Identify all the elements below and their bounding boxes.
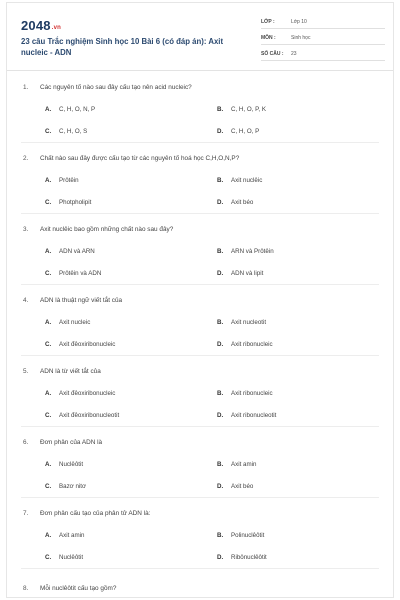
option-d[interactable] bbox=[217, 128, 259, 135]
meta-key: LỚP : bbox=[261, 18, 275, 25]
option-text: Axit nucleotit bbox=[231, 319, 267, 326]
option-letter: A. bbox=[45, 319, 52, 326]
site-logo[interactable] bbox=[21, 18, 61, 33]
option-b[interactable] bbox=[217, 248, 274, 255]
question-text: ADN là từ viết tắt của bbox=[40, 368, 101, 375]
meta-row-count bbox=[261, 47, 385, 61]
question-stem bbox=[23, 297, 122, 304]
question-divider bbox=[21, 497, 379, 498]
option-letter: B. bbox=[217, 532, 224, 539]
option-letter: B. bbox=[217, 106, 224, 113]
option-text: ADN và lipit bbox=[231, 270, 264, 277]
option-text: Nuclêôtit bbox=[59, 461, 84, 468]
question-stem bbox=[23, 510, 150, 517]
option-letter: D. bbox=[217, 199, 224, 206]
option-c[interactable] bbox=[45, 412, 119, 419]
option-text: Axit nucleic bbox=[59, 319, 91, 326]
option-d[interactable] bbox=[217, 341, 273, 348]
option-a[interactable] bbox=[45, 248, 95, 255]
option-letter: B. bbox=[217, 248, 224, 255]
option-text: Axit ribonucleic bbox=[231, 341, 273, 348]
question-divider bbox=[21, 426, 379, 427]
option-text: Axit đêoxiribonucleotit bbox=[59, 412, 120, 419]
option-b[interactable] bbox=[217, 106, 266, 113]
option-d[interactable] bbox=[217, 270, 263, 277]
option-c[interactable] bbox=[45, 554, 83, 561]
question-stem bbox=[23, 155, 239, 162]
question-text: Mỗi nuclêôtit cấu tạo gồm? bbox=[40, 585, 117, 592]
option-letter: A. bbox=[45, 461, 52, 468]
meta-value: Lớp 10 bbox=[291, 18, 307, 25]
option-letter: D. bbox=[217, 270, 224, 277]
option-a[interactable] bbox=[45, 319, 90, 326]
option-text: C, H, O, P, K bbox=[231, 106, 266, 113]
worksheet-header bbox=[7, 3, 393, 71]
option-text: Axit béo bbox=[231, 199, 254, 206]
document-title: 23 câu Trắc nghiệm Sinh học 10 Bài 6 (có đáp án): Axit nucleic - ADN bbox=[21, 37, 224, 57]
meta-key: MÔN : bbox=[261, 34, 276, 41]
option-letter: D. bbox=[217, 412, 224, 419]
question-number: 8. bbox=[23, 585, 29, 592]
option-c[interactable] bbox=[45, 199, 91, 206]
option-letter: C. bbox=[45, 270, 52, 277]
question-number: 5. bbox=[23, 368, 29, 375]
option-d[interactable] bbox=[217, 554, 267, 561]
option-a[interactable] bbox=[45, 461, 83, 468]
option-c[interactable] bbox=[45, 128, 87, 135]
option-letter: D. bbox=[217, 341, 224, 348]
question-number: 3. bbox=[23, 226, 29, 233]
option-letter: A. bbox=[45, 248, 52, 255]
option-d[interactable] bbox=[217, 412, 276, 419]
option-b[interactable] bbox=[217, 177, 262, 184]
option-letter: B. bbox=[217, 319, 224, 326]
question-number: 6. bbox=[23, 439, 29, 446]
meta-table bbox=[261, 15, 385, 63]
option-c[interactable] bbox=[45, 341, 115, 348]
question-divider bbox=[21, 355, 379, 356]
option-text: Axit đêoxiribonucleic bbox=[59, 390, 116, 397]
option-b[interactable] bbox=[217, 532, 264, 539]
option-text: Axit amin bbox=[59, 532, 85, 539]
question-number: 1. bbox=[23, 84, 29, 91]
option-a[interactable] bbox=[45, 106, 95, 113]
question-stem bbox=[23, 439, 102, 446]
worksheet-page bbox=[6, 2, 394, 598]
question-number: 7. bbox=[23, 510, 29, 517]
option-letter: C. bbox=[45, 554, 52, 561]
meta-row-class bbox=[261, 15, 385, 29]
option-b[interactable] bbox=[217, 319, 266, 326]
option-text: Nuclêôtit bbox=[59, 554, 84, 561]
option-text: Ribônuclêôtit bbox=[231, 554, 267, 561]
option-b[interactable] bbox=[217, 461, 256, 468]
option-text: Axit đêoxiribonucleic bbox=[59, 341, 116, 348]
meta-row-subject bbox=[261, 31, 385, 45]
option-letter: C. bbox=[45, 341, 52, 348]
question-text: Các nguyên tố nào sau đây cấu tạo nên acid nucleic? bbox=[40, 84, 192, 91]
option-text: C, H, O, S bbox=[59, 128, 88, 135]
option-text: Photpholipit bbox=[59, 199, 92, 206]
question-divider bbox=[21, 213, 379, 214]
question-text: Đơn phân cấu tạo của phân tử ADN là: bbox=[40, 510, 151, 517]
option-d[interactable] bbox=[217, 199, 253, 206]
option-c[interactable] bbox=[45, 483, 86, 490]
option-text: Axit nuclêic bbox=[231, 177, 263, 184]
option-letter: B. bbox=[217, 177, 224, 184]
option-text: Bazơ nitơ bbox=[59, 483, 87, 490]
question-number: 2. bbox=[23, 155, 29, 162]
question-stem bbox=[23, 226, 173, 233]
option-letter: B. bbox=[217, 390, 224, 397]
question-text: ADN là thuật ngữ viết tắt của bbox=[40, 297, 123, 304]
option-letter: A. bbox=[45, 532, 52, 539]
question-divider bbox=[21, 142, 379, 143]
question-text: Đơn phân của ADN là bbox=[40, 439, 103, 446]
question-divider bbox=[21, 284, 379, 285]
option-a[interactable] bbox=[45, 532, 84, 539]
option-text: Axit ribonucleic bbox=[231, 390, 273, 397]
meta-value: 23 bbox=[291, 50, 297, 57]
option-text: ARN và Prôtêin bbox=[231, 248, 274, 255]
option-letter: C. bbox=[45, 128, 52, 135]
question-stem bbox=[23, 368, 101, 375]
option-letter: C. bbox=[45, 483, 52, 490]
option-c[interactable] bbox=[45, 270, 101, 277]
option-text: Polinuclêôtit bbox=[231, 532, 265, 539]
option-letter: D. bbox=[217, 483, 224, 490]
option-b[interactable] bbox=[217, 390, 273, 397]
question-stem bbox=[23, 84, 192, 91]
option-letter: D. bbox=[217, 554, 224, 561]
option-text: Prôtêin và ADN bbox=[59, 270, 102, 277]
option-letter: B. bbox=[217, 461, 224, 468]
option-text: Axit béo bbox=[231, 483, 254, 490]
option-text: Axit amin bbox=[231, 461, 257, 468]
option-text: C, H, O, P bbox=[231, 128, 260, 135]
question-number: 4. bbox=[23, 297, 29, 304]
option-text: Prôtêin bbox=[59, 177, 79, 184]
question-text: Chất nào sau đây được cấu tạo từ các nguyên tố hoá học C,H,O,N,P? bbox=[40, 155, 240, 162]
option-text: C, H, O, N, P bbox=[59, 106, 96, 113]
option-text: ADN và ARN bbox=[59, 248, 95, 255]
option-letter: A. bbox=[45, 177, 52, 184]
option-letter: A. bbox=[45, 106, 52, 113]
option-a[interactable] bbox=[45, 390, 115, 397]
option-letter: D. bbox=[217, 128, 224, 135]
option-text: Axit ribonucleotit bbox=[231, 412, 277, 419]
meta-key: SỐ CÂU : bbox=[261, 50, 284, 57]
option-letter: C. bbox=[45, 199, 52, 206]
question-stem bbox=[23, 585, 116, 592]
option-d[interactable] bbox=[217, 483, 253, 490]
option-letter: C. bbox=[45, 412, 52, 419]
logo-text: 2048 bbox=[21, 18, 51, 33]
question-text: Axit nuclêic bao gồm những chất nào sau đây? bbox=[40, 226, 174, 233]
logo-tld: .vn bbox=[51, 25, 62, 31]
option-a[interactable] bbox=[45, 177, 79, 184]
option-letter: A. bbox=[45, 390, 52, 397]
meta-value: Sinh học bbox=[291, 34, 311, 41]
question-divider bbox=[21, 568, 379, 569]
